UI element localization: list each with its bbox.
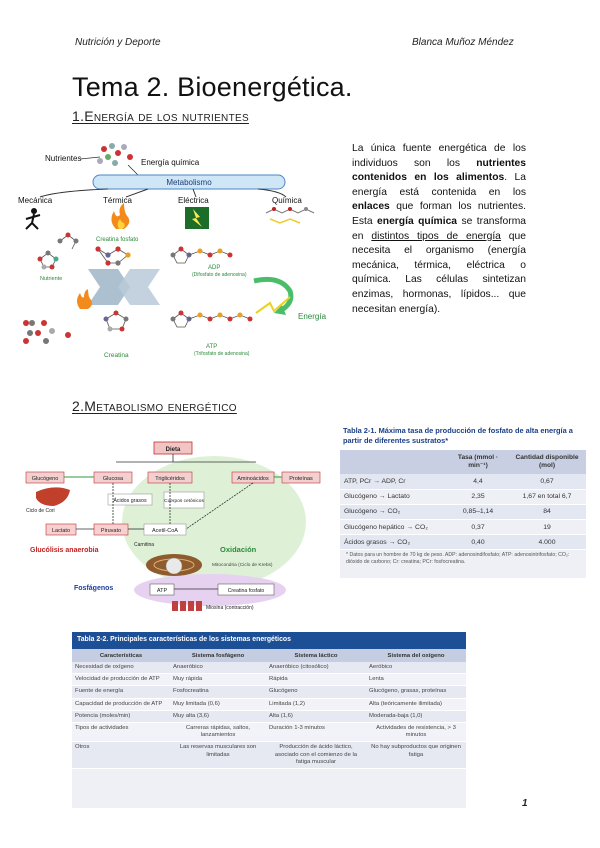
label-proteinas: Proteínas (289, 476, 313, 482)
label-lactato: Lactato (51, 528, 71, 534)
page-title: Tema 2. Bioenergética. (72, 72, 353, 102)
label-nutriente: Nutriente (40, 276, 63, 282)
label-creatina-fosfato: Creatina fosfato (96, 237, 139, 243)
label-glucolisis: Glucólisis anaerobia (30, 547, 99, 554)
label-acetil-coa: Acetil-CoA (152, 528, 178, 534)
label-miosina: Miosina (contracción) (206, 605, 254, 611)
label-atp-fig2: ATP (156, 588, 168, 594)
label-metabolismo: Metabolismo (166, 178, 212, 187)
label-fosfagenos: Fosfágenos (74, 585, 114, 592)
table-row: Potencia (moles/min) Muy alta (3,6) Alta (1,6) Moderada-baja (1,0) (72, 710, 466, 722)
cycle-arrows-icon (88, 269, 160, 305)
table-row: Otros Las reservas musculares son limitadas Producción de ácido láctico, asociado con el comienzo de la fatiga muscular No hay subproductos que originen fatiga (72, 742, 466, 769)
nutrient-molecule-icon (38, 233, 79, 270)
t2-header-oxygen: Sistema del oxígeno (366, 649, 466, 662)
label-dieta: Dieta (165, 447, 181, 453)
table-row: Velocidad de producción de ATP Muy rápida Rápida Lenta (72, 674, 466, 686)
table-row: Fuente de energía Fosfocreatina Glucógeno Glucógeno, grasas, proteínas (72, 686, 466, 698)
label-trigliceridos: Triglicéridos (155, 476, 185, 482)
header-left: Nutrición y Deporte (75, 37, 161, 48)
energy-metabolism-figure (24, 440, 336, 615)
nutrient-molecules-icon (97, 143, 133, 166)
table-row: Tipos de actividades Carreras rápidas, saltos, lanzamientos Duración 1-3 minutos Actividades de resistencia, > 3 minutos (72, 723, 466, 742)
label-aminoacidos: Aminoácidos (237, 476, 269, 482)
table-2-2 (72, 632, 466, 808)
intro-paragraph: La única fuente energética de los individuos son los nutrientes contenidos en los alimentos. La energía está contenida en los enlaces que forman los nutrientes. Esta energía química se transforma en distintos tipos de energía que necesita el organismo (energía mecánica, térmica, eléctrica o química. Las células sintetizan enzimas, hormonas, lípidos... que necesitan energía). (352, 143, 526, 315)
creatine-molecule-icon (104, 311, 129, 332)
table-2-1-grid (340, 450, 586, 550)
label-glucosa: Glucosa (102, 476, 124, 482)
t1-header-blank (340, 450, 448, 474)
label-piruvato: Piruvato (100, 528, 122, 534)
runner-icon (26, 208, 40, 229)
label-atp: ATP (206, 344, 218, 350)
label-energia: Energía (298, 312, 327, 321)
t2-header-lactic: Sistema láctico (266, 649, 366, 662)
table-row: Capacidad de producción de ATP Muy limitada (0,6) Limitada (1,2) Alta (teóricamente ilimitada) (72, 698, 466, 710)
t1-header-rate: Tasa (mmol · min⁻¹) (448, 450, 508, 474)
t2-header-phosphagen: Sistema fosfágeno (170, 649, 266, 662)
chemical-molecule-icon (266, 207, 314, 223)
nutrient-energy-figure (18, 137, 340, 362)
table-2-1 (340, 424, 586, 578)
table-2-1-title: Tabla 2-1. Máxima tasa de producción de fosfato de alta energía a partir de diferentes sustratos* (340, 424, 586, 450)
electric-icon (185, 207, 209, 229)
label-mecanica: Mecánica (18, 196, 53, 205)
table-2-1-note: * Datos para un hombre de 70 kg de peso. ADP: adenosindifosfato; ATP: adenosintrifosfato; CO₂: dióxido de carbono; Cr: creatina; PCr: fosfocreatina. (346, 552, 570, 565)
label-nutrientes: Nutrientes (45, 154, 82, 163)
label-carnitina: Carnitina (134, 542, 155, 548)
label-creatina-fosfato-fig2: Creatina fosfato (227, 588, 265, 594)
header-right: Blanca Muñoz Méndez (412, 37, 514, 48)
label-energia-quimica: Energía química (141, 158, 200, 167)
table-row: Glucógeno → CO₂ 0,85–1,14 84 (340, 504, 586, 519)
label-termica: Térmica (103, 196, 132, 205)
table-row: Necesidad de oxígeno Anaeróbico Anaeróbico (citosólico) Aeróbico (72, 662, 466, 674)
table-row: Glucógeno hepático → CO₂ 0,37 19 (340, 520, 586, 535)
page-number: 1 (522, 798, 528, 809)
small-molecules-icon (23, 320, 71, 344)
table-2-2-grid (72, 649, 466, 769)
label-creatina: Creatina (104, 352, 129, 359)
label-glucogeno: Glucógeno (31, 476, 59, 482)
fire-icon (111, 203, 129, 229)
creatine-phosphate-molecule-icon (95, 246, 130, 265)
t2-header-characteristics: Características (72, 649, 170, 662)
label-quimica: Química (272, 196, 302, 205)
section-heading-1: 1.Energía de los nutrientes (72, 108, 249, 124)
label-adp: ADP (208, 265, 221, 271)
label-electrica: Eléctrica (178, 196, 209, 205)
table-row: Glucógeno → Lactato 2,35 1,67 en total 6,7 (340, 489, 586, 504)
liver-icon (36, 487, 70, 506)
small-fire-icon (77, 289, 92, 309)
label-ciclo-cori: Ciclo de Cori (26, 508, 55, 514)
label-acidos-grasos: Ácidos grasos (113, 498, 147, 504)
t1-header-amount: Cantidad disponible (mol) (508, 450, 586, 474)
label-atp-desc: (Trifosfato de adenosina) (194, 351, 250, 357)
table-row: ATP, PCr → ADP, Cr 4,4 0,67 (340, 474, 586, 489)
section-heading-2: 2.Metabolismo energético (72, 398, 237, 414)
table-row: Ácidos grasos → CO₂ 0,40 4.000 (340, 535, 586, 550)
label-cuerpos-cetonicos: Cuerpos cetónicos (164, 499, 204, 504)
table-2-2-title: Tabla 2-2. Principales características de los sistemas energéticos (72, 632, 466, 649)
atp-molecule-icon (171, 311, 253, 328)
label-oxidacion: Oxidación (220, 545, 257, 554)
adp-molecule-icon (171, 247, 233, 264)
label-mitocondria: Mitocondria (Ciclo de Krebs) (212, 563, 273, 568)
label-adp-desc: (Difosfato de adenosina) (192, 272, 247, 278)
